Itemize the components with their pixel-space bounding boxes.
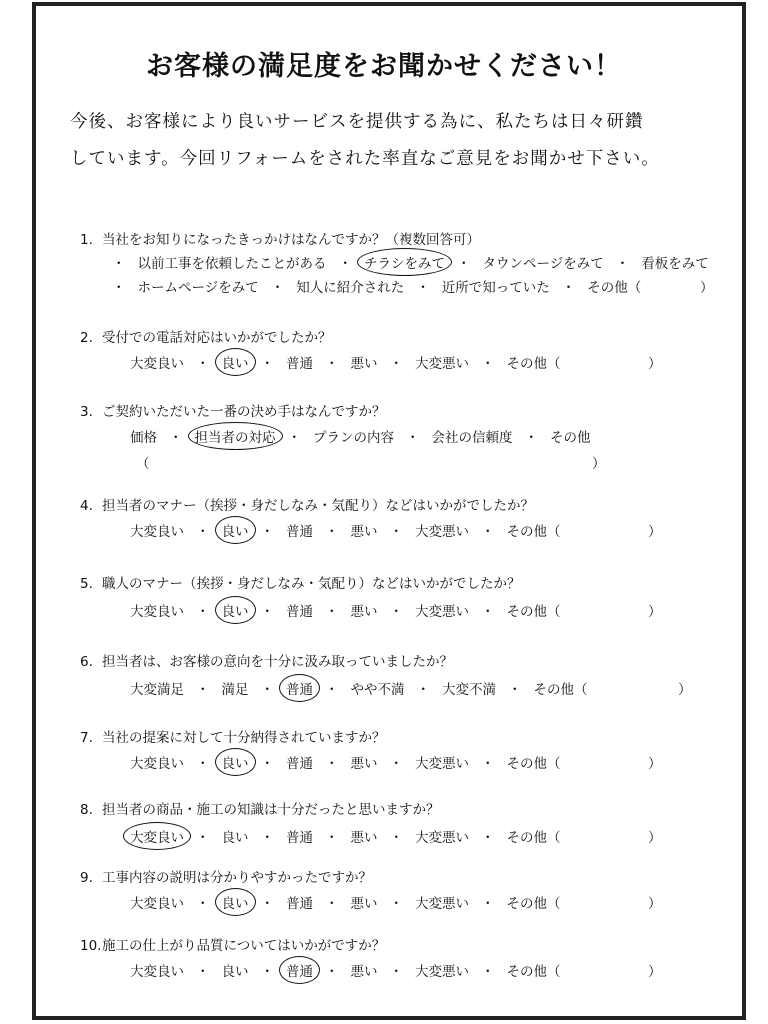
separator-dot: ・ [260, 896, 274, 912]
separator-dot: ・ [524, 430, 538, 446]
separator-dot: ・ [561, 280, 576, 296]
question-number: 8. [80, 802, 93, 818]
question-number: 3. [80, 404, 93, 420]
option-row [112, 276, 641, 296]
answer-option[interactable]: 良い [222, 752, 249, 772]
question-7 [80, 726, 386, 746]
open-paren: （ [136, 456, 150, 472]
separator-dot: ・ [389, 356, 403, 372]
option-row [112, 252, 709, 272]
close-paren: ） [592, 456, 606, 472]
separator-dot: ・ [270, 280, 285, 296]
separator-dot: ・ [260, 682, 274, 698]
separator-dot: ・ [325, 356, 339, 372]
close-paren: ） [648, 830, 662, 846]
separator-dot: ・ [481, 604, 495, 620]
separator-dot: ・ [481, 524, 495, 540]
question-number: 2. [80, 330, 93, 346]
question-number: 7. [80, 730, 93, 746]
separator-dot: ・ [287, 430, 301, 446]
question-number: 1. [80, 232, 93, 248]
question-1 [80, 228, 480, 248]
separator-dot: ・ [196, 756, 210, 772]
separator-dot: ・ [389, 830, 403, 846]
answer-option[interactable]: 普通 [286, 524, 313, 540]
question-9 [80, 866, 372, 886]
option-row [130, 352, 561, 372]
separator-dot: ・ [260, 964, 274, 980]
separator-dot: ・ [481, 356, 495, 372]
separator-dot: ・ [389, 604, 403, 620]
close-paren: ） [648, 524, 662, 540]
question-text: 当社の提案に対して十分納得されていますか？ [102, 730, 386, 746]
answer-option[interactable]: 看板をみて [641, 256, 709, 272]
question-text: 担当者は、お客様の意向を十分に汲み取っていましたか？ [102, 654, 453, 670]
answer-option[interactable]: 近所で知っていた [441, 280, 550, 296]
answer-option[interactable]: その他（ [506, 964, 561, 980]
question-text: ご契約いただいた一番の決め手はなんですか？ [102, 404, 386, 420]
answer-option[interactable]: 大変良い [130, 604, 184, 620]
answer-option[interactable]: 普通 [286, 356, 313, 372]
answer-option[interactable]: 価格 [130, 430, 157, 446]
answer-option[interactable]: 大変良い [130, 524, 184, 540]
close-paren: ） [648, 604, 662, 620]
answer-option[interactable]: その他（ [506, 896, 561, 912]
separator-dot: ・ [260, 524, 274, 540]
separator-dot: ・ [508, 682, 522, 698]
separator-dot: ・ [196, 524, 210, 540]
answer-option[interactable]: 以前工事を依頼したことがある [137, 256, 327, 272]
separator-dot: ・ [389, 964, 403, 980]
answer-option[interactable]: その他（ [506, 356, 561, 372]
answer-option[interactable]: 大変良い [130, 756, 184, 772]
answer-option[interactable]: 知人に紹介された [296, 280, 405, 296]
question-2 [80, 326, 332, 346]
question-3 [80, 400, 386, 420]
separator-dot: ・ [416, 280, 430, 296]
separator-dot: ・ [325, 964, 339, 980]
answer-option[interactable]: 大変良い [130, 896, 184, 912]
answer-option[interactable]: その他（ [506, 524, 561, 540]
separator-dot: ・ [389, 524, 403, 540]
answer-option[interactable]: 悪い [350, 896, 378, 912]
answer-option[interactable]: 悪い [350, 964, 378, 980]
separator-dot: ・ [260, 356, 274, 372]
option-row [130, 520, 561, 540]
question-text: 担当者の商品・施工の知識は十分だったと思いますか？ [102, 802, 440, 818]
answer-option[interactable]: 大変満足 [130, 682, 184, 698]
answer-option[interactable]: 普通 [286, 604, 313, 620]
answer-option[interactable]: 悪い [350, 830, 378, 846]
answer-option[interactable]: やや不満 [350, 682, 405, 698]
intro-line-2: しています。今回リフォームをされた率直なご意見をお聞かせ下さい。 [70, 149, 660, 169]
answer-option[interactable]: 会社の信頼度 [431, 430, 513, 446]
separator-dot: ・ [325, 524, 339, 540]
answer-option[interactable]: その他（ [533, 682, 588, 698]
separator-dot: ・ [325, 682, 339, 698]
separator-dot: ・ [196, 964, 210, 980]
answer-option[interactable]: 普通 [286, 830, 313, 846]
separator-dot: ・ [389, 756, 403, 772]
separator-dot: ・ [481, 756, 495, 772]
answer-option[interactable]: 大変悪い [415, 830, 469, 846]
question-number: 10. [80, 938, 102, 954]
answer-option[interactable]: 良い [222, 600, 249, 620]
close-paren: ） [678, 682, 692, 698]
separator-dot: ・ [325, 830, 339, 846]
separator-dot: ・ [112, 280, 126, 296]
answer-option[interactable]: 普通 [286, 960, 313, 980]
answer-option[interactable]: 大変良い [130, 826, 184, 846]
answer-option[interactable]: 大変悪い [415, 756, 469, 772]
separator-dot: ・ [260, 756, 274, 772]
option-row [130, 752, 561, 772]
separator-dot: ・ [338, 256, 352, 272]
question-8 [80, 798, 440, 818]
option-row [130, 426, 591, 446]
answer-option[interactable]: 大変悪い [415, 604, 469, 620]
separator-dot: ・ [325, 896, 339, 912]
separator-dot: ・ [196, 682, 210, 698]
answer-option[interactable]: 悪い [350, 524, 378, 540]
question-4 [80, 494, 534, 514]
answer-option[interactable]: 満足 [221, 682, 249, 698]
separator-dot: ・ [481, 896, 495, 912]
separator-dot: ・ [196, 604, 210, 620]
question-number: 9. [80, 870, 93, 886]
separator-dot: ・ [196, 896, 210, 912]
separator-dot: ・ [406, 430, 420, 446]
answer-option[interactable]: 良い [222, 892, 249, 912]
answer-option[interactable]: 普通 [286, 756, 313, 772]
separator-dot: ・ [260, 604, 274, 620]
answer-option[interactable]: 大変悪い [415, 896, 469, 912]
answer-option[interactable]: 普通 [286, 896, 313, 912]
close-paren: ） [648, 964, 662, 980]
answer-option[interactable]: 悪い [350, 356, 378, 372]
separator-dot: ・ [389, 896, 403, 912]
page-title: お客様の満足度をお聞かせください！ [146, 51, 622, 82]
separator-dot: ・ [196, 356, 210, 372]
question-10 [80, 934, 385, 954]
question-number: 6. [80, 654, 93, 670]
question-text: 当社をお知りになったきっかけはなんですか？（複数回答可） [102, 232, 480, 248]
question-number: 4. [80, 498, 93, 514]
intro-line-1: 今後、お客様により良いサービスを提供する為に、私たちは日々研鑽 [70, 112, 644, 132]
answer-option[interactable]: 大変不満 [442, 682, 496, 698]
separator-dot: ・ [112, 256, 126, 272]
answer-option[interactable]: その他（ [506, 830, 561, 846]
answer-option[interactable]: 普通 [286, 678, 313, 698]
answer-option[interactable]: 大変良い [130, 356, 184, 372]
answer-option[interactable]: ホームページをみて [137, 280, 259, 296]
answer-option[interactable]: 悪い [350, 604, 378, 620]
question-text: 職人のマナー（挨拶・身だしなみ・気配り）などはいかがでしたか？ [102, 576, 521, 592]
question-6 [80, 650, 453, 670]
answer-option[interactable]: 悪い [350, 756, 378, 772]
separator-dot: ・ [325, 604, 339, 620]
answer-option[interactable]: 大変悪い [415, 524, 469, 540]
separator-dot: ・ [196, 830, 210, 846]
question-text: 担当者のマナー（挨拶・身だしなみ・気配り）などはいかがでしたか？ [102, 498, 534, 514]
answer-option[interactable]: タウンページをみて [482, 256, 604, 272]
answer-option[interactable]: 担当者の対応 [195, 426, 276, 446]
close-paren: ） [648, 356, 662, 372]
answer-option[interactable]: 良い [221, 964, 249, 980]
option-row [130, 826, 561, 846]
answer-option[interactable]: 大変良い [130, 964, 184, 980]
question-text: 受付での電話対応はいかがでしたか？ [102, 330, 332, 346]
answer-option[interactable]: プランの内容 [313, 430, 394, 446]
option-row [130, 960, 561, 980]
answer-option[interactable]: その他 [550, 430, 591, 446]
close-paren: ） [648, 896, 662, 912]
separator-dot: ・ [260, 830, 274, 846]
question-5 [80, 572, 521, 592]
question-text: 施工の仕上がり品質についてはいかがですか？ [102, 938, 386, 954]
separator-dot: ・ [416, 682, 430, 698]
question-text: 工事内容の説明は分かりやすかったですか？ [102, 870, 372, 886]
separator-dot: ・ [481, 964, 495, 980]
answer-option[interactable]: 大変悪い [415, 356, 469, 372]
answer-option[interactable]: 大変悪い [415, 964, 469, 980]
option-row [130, 678, 588, 698]
answer-option[interactable]: その他（ [587, 280, 642, 296]
separator-dot: ・ [457, 256, 471, 272]
separator-dot: ・ [615, 256, 630, 272]
close-paren: ） [700, 280, 714, 296]
separator-dot: ・ [481, 830, 495, 846]
option-row [130, 892, 561, 912]
option-row [130, 600, 561, 620]
question-number: 5. [80, 576, 93, 592]
separator-dot: ・ [169, 430, 183, 446]
answer-option[interactable]: その他（ [506, 756, 561, 772]
answer-option[interactable]: その他（ [506, 604, 561, 620]
close-paren: ） [648, 756, 662, 772]
answer-option[interactable]: 良い [222, 352, 249, 372]
answer-option[interactable]: チラシをみて [364, 252, 445, 272]
answer-option[interactable]: 良い [222, 520, 249, 540]
answer-option[interactable]: 良い [221, 830, 249, 846]
separator-dot: ・ [325, 756, 339, 772]
